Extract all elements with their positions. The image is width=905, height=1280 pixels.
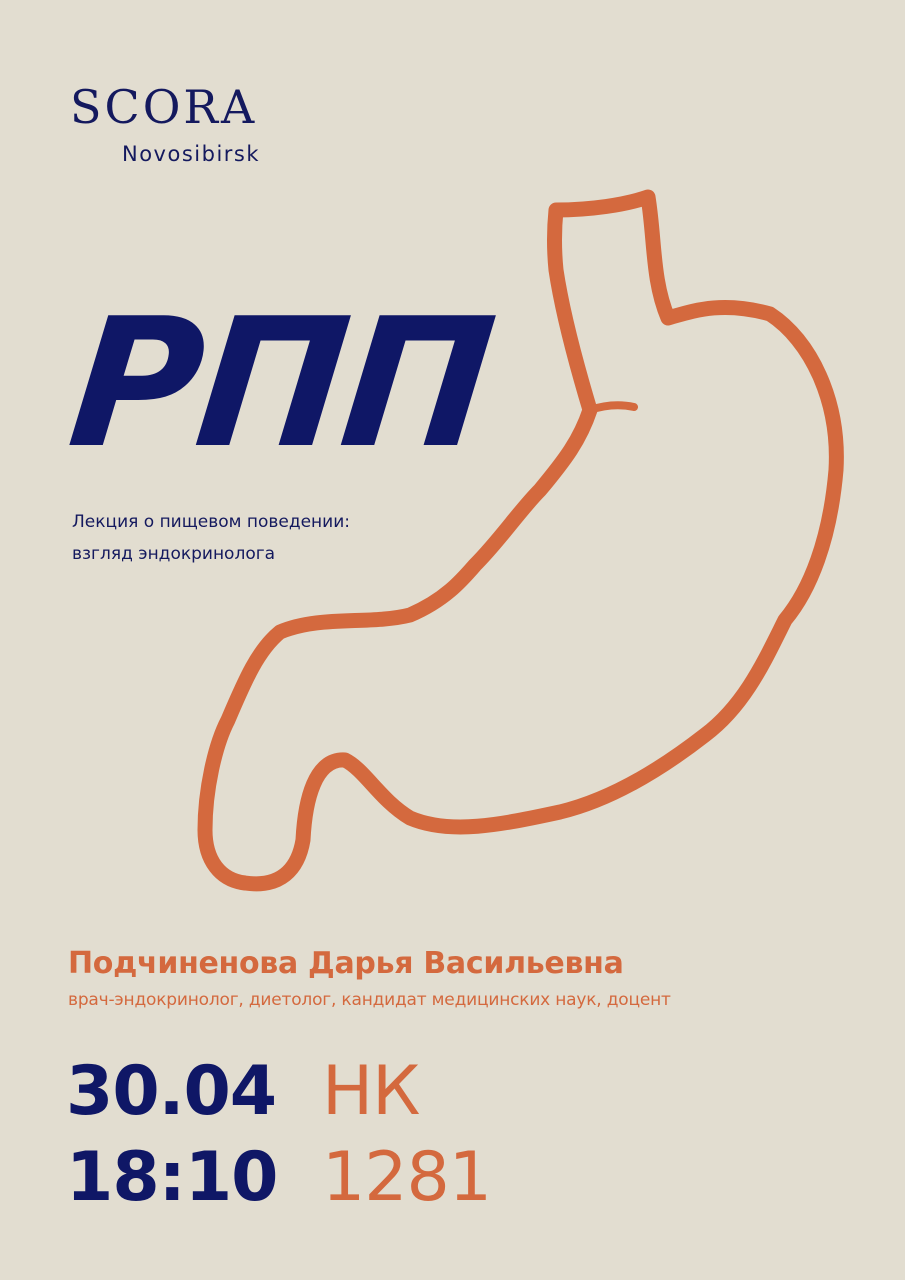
event-title: РПП xyxy=(61,280,500,487)
subtitle-line: взгляд эндокринолога xyxy=(72,544,276,564)
event-room: 1281 xyxy=(322,1138,492,1217)
event-date: 30.04 xyxy=(66,1052,277,1131)
esophagus-notch xyxy=(590,405,634,410)
subtitle-line: Лекция о пищевом поведении: xyxy=(72,512,350,532)
event-building: НК xyxy=(322,1052,420,1131)
speaker-name: Подчиненова Дарья Васильевна xyxy=(68,946,624,981)
event-time: 18:10 xyxy=(66,1138,278,1217)
logo-wordmark: SCORA xyxy=(70,80,258,134)
logo-city: Novosibirsk xyxy=(122,142,261,166)
stomach-outline xyxy=(205,197,836,884)
speaker-role: врач-эндокринолог, диетолог, кандидат медицинских наук, доцент xyxy=(68,990,671,1010)
